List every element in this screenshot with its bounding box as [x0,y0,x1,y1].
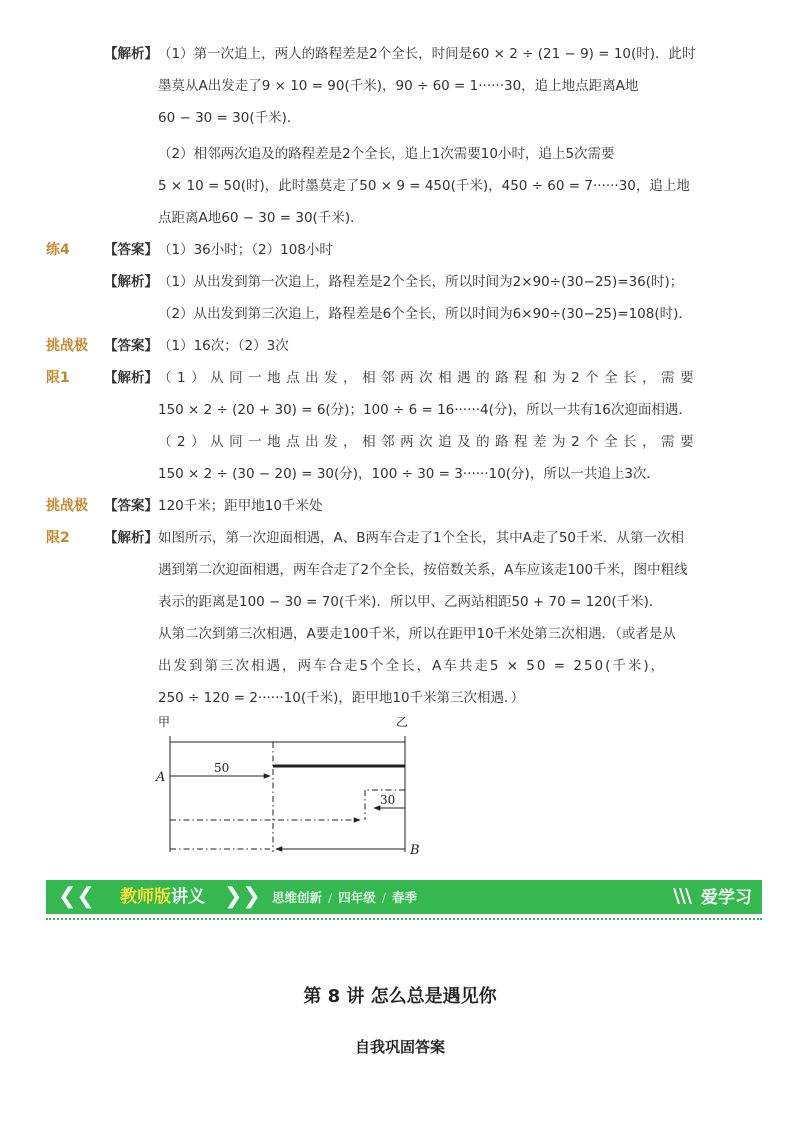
analysis-line: 250 ÷ 120 = 2······10(千米)，距甲地10千米第三次相遇．） [158,690,525,706]
label-50: 50 [214,761,230,775]
analysis-line: 150 × 2 ÷ (30 − 20) = 30(分)，100 ÷ 30 = 3······10(分)，所以一共追上3次． [158,466,660,482]
analysis-label: 【解析】 [104,46,158,62]
banner-divider [46,918,762,920]
analysis-line: （2）相邻两次追及的路程差是2个全长，追上1次需要10小时，追上5次需要 [158,146,615,162]
analysis-label: 【解析】 [104,370,158,386]
crumb-item: 四年级 [338,890,376,905]
analysis-line: 60 − 30 = 30(千米)． [158,110,301,126]
section-label-challenge1-bottom: 限1 [46,370,70,386]
teacher-edition-banner [46,880,762,914]
analysis-line: （1）从同一地点出发，相邻两次相遇的路程和为2个全长，需要 [158,370,700,386]
analysis-line: 5 × 10 = 50(时)，此时墨莫走了50 × 9 = 450(千米)，450 ÷ 60 = 7······30，追上地 [158,178,690,194]
label-yi: 乙 [396,715,409,729]
answer-text: （1）36小时；（2）108小时 [158,242,333,258]
answer-label: 【答案】 [104,338,158,354]
analysis-line: 从第二次到第三次相遇，A要走100千米，所以在距甲10千米处第三次相遇．（或者是从 [158,626,676,642]
lecture-subtitle: 自我巩固答案 [354,1038,445,1056]
chevron-right-icon: ❯❯ [224,884,261,909]
analysis-line: 点距离A地60 − 30 = 30(千米)． [158,210,364,226]
aixuexi-logo: 爱学习 [671,886,752,909]
analysis-line: 表示的距离是100 − 30 = 70(千米)．所以甲、乙两站相距50 + 70 = 120(千米)． [158,594,663,610]
logo-mark-icon [671,886,697,906]
analysis-line: 墨莫从A出发走了9 × 10 = 90(千米)，90 ÷ 60 = 1······30，追上地点距离A地 [158,78,639,94]
analysis-line: 150 × 2 ÷ (20 + 30) = 6(分)；100 ÷ 6 = 16······4(分)，所以一共有16次迎面相遇． [158,402,692,418]
analysis-line: （2）从同一地点出发，相邻两次追及的路程差为2个全长，需要 [158,434,700,450]
analysis-label: 【解析】 [104,530,158,546]
section-label-challenge2-top: 挑战极 [46,498,88,514]
answer-label: 【答案】 [104,498,158,514]
chevron-left-icon: ❮❮ [58,884,95,909]
section-label-challenge1-top: 挑战极 [46,338,88,354]
crumb-item: 思维创新 [272,890,323,905]
answer-label: 【答案】 [104,242,158,258]
analysis-label: 【解析】 [104,274,158,290]
analysis-line: 如图所示，第一次迎面相遇，A、B两车合走了1个全长，其中A走了50千米．从第一次相 [158,530,684,546]
analysis-line: （1）从出发到第一次追上，路程差是2个全长，所以时间为2×90÷(30−25)=36(时)； [158,274,684,290]
banner-brand: 教师版讲义 [120,887,205,907]
answer-text: （1）16次；（2）3次 [158,338,289,354]
section-label-challenge2-bottom: 限2 [46,530,70,546]
analysis-line: 遇到第二次迎面相遇，两车合走了2个全长，按倍数关系，A车应该走100千米，图中粗线 [158,562,688,578]
analysis-line: （2）从出发到第三次追上，路程差是6个全长，所以时间为6×90÷(30−25)=108(时)． [158,306,692,322]
label-30: 30 [380,793,396,807]
section-label-lian4: 练4 [46,242,70,258]
label-b: B [410,843,420,858]
label-jia: 甲 [158,715,171,729]
banner-breadcrumb: 思维创新 / 四年级 / 春季 [272,890,417,905]
lecture-title: 第 8 讲 怎么总是遇见你 [303,986,497,1007]
analysis-line: （1）第一次追上，两人的路程差是2个全长，时间是60 × 2 ÷ (21 − 9) = 10(时)．此时 [158,46,696,62]
answer-text: 120千米；距甲地10千米处 [158,498,323,514]
meeting-diagram [150,712,440,862]
crumb-item: 春季 [391,890,417,905]
label-a: A [156,770,166,785]
analysis-line: 出发到第三次相遇，两车合走5个全长，A车共走5 × 50 = 250(千米)， [158,658,667,674]
